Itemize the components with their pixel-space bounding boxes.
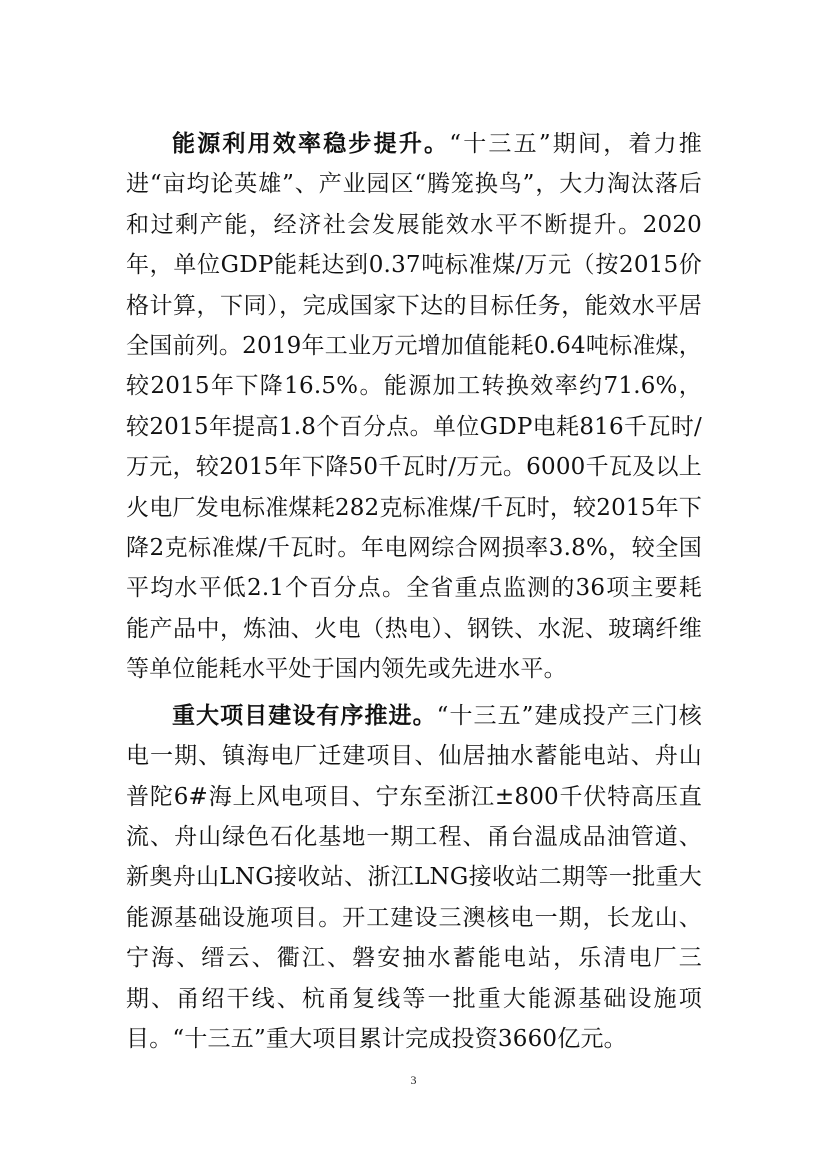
paragraph-text: “十三五”建成投产三门核电一期、镇海电厂迁建项目、仙居抽水蓄能电站、舟山普陀6#海上风电项目、宁东至浙江±800千伏特高压直流、舟山绿色石化基地一期工程、甬台温成品油管道、新奥舟山LNG接收站、浙江LNG接收站二期等一批重大能源基础设施项目。开工建设三澳核电一期，长龙山、宁海、缙云、衢江、磐安抽水蓄能电站，乐清电厂三期、甬绍干线、杭甬复线等一批重大能源基础设施项目。“十三五”重大项目累计完成投资3660亿元。 [126, 702, 702, 1052]
paragraph-heading: 重大项目建设有序推进。 [172, 701, 437, 729]
paragraph-energy-efficiency [126, 124, 702, 690]
document-body [126, 124, 702, 1065]
page-number: 3 [410, 1073, 417, 1087]
paragraph-major-projects [126, 696, 702, 1060]
paragraph-heading: 能源利用效率稳步提升。 [172, 130, 450, 157]
paragraph-text: “十三五”期间，着力推进“亩均论英雄”、产业园区“腾笼换鸟”，大力淘汰落后和过剩产能，经济社会发展能效水平不断提升。2020年，单位GDP能耗达到0.37吨标准煤/万元（按2015价格计算，下同），完成国家下达的目标任务，能效水平居全国前列。2019年工业万元增加值能耗0.64吨标准煤，较2015年下降16.5%。能源加工转换效率约71.6%，较2015年提高1.8个百分点。单位GDP电耗816千瓦时/万元，较2015年下降50千瓦时/万元。6000千瓦及以上火电厂发电标准煤耗282克标准煤/千瓦时，较2015年下降2克标准煤/千瓦时。年电网综合网损率3.8%，较全国平均水平低2.1个百分点。全省重点监测的36项主要耗能产品中，炼油、火电（热电）、钢铁、水泥、玻璃纤维等单位能耗水平处于国内领先或先进水平。 [126, 131, 703, 683]
